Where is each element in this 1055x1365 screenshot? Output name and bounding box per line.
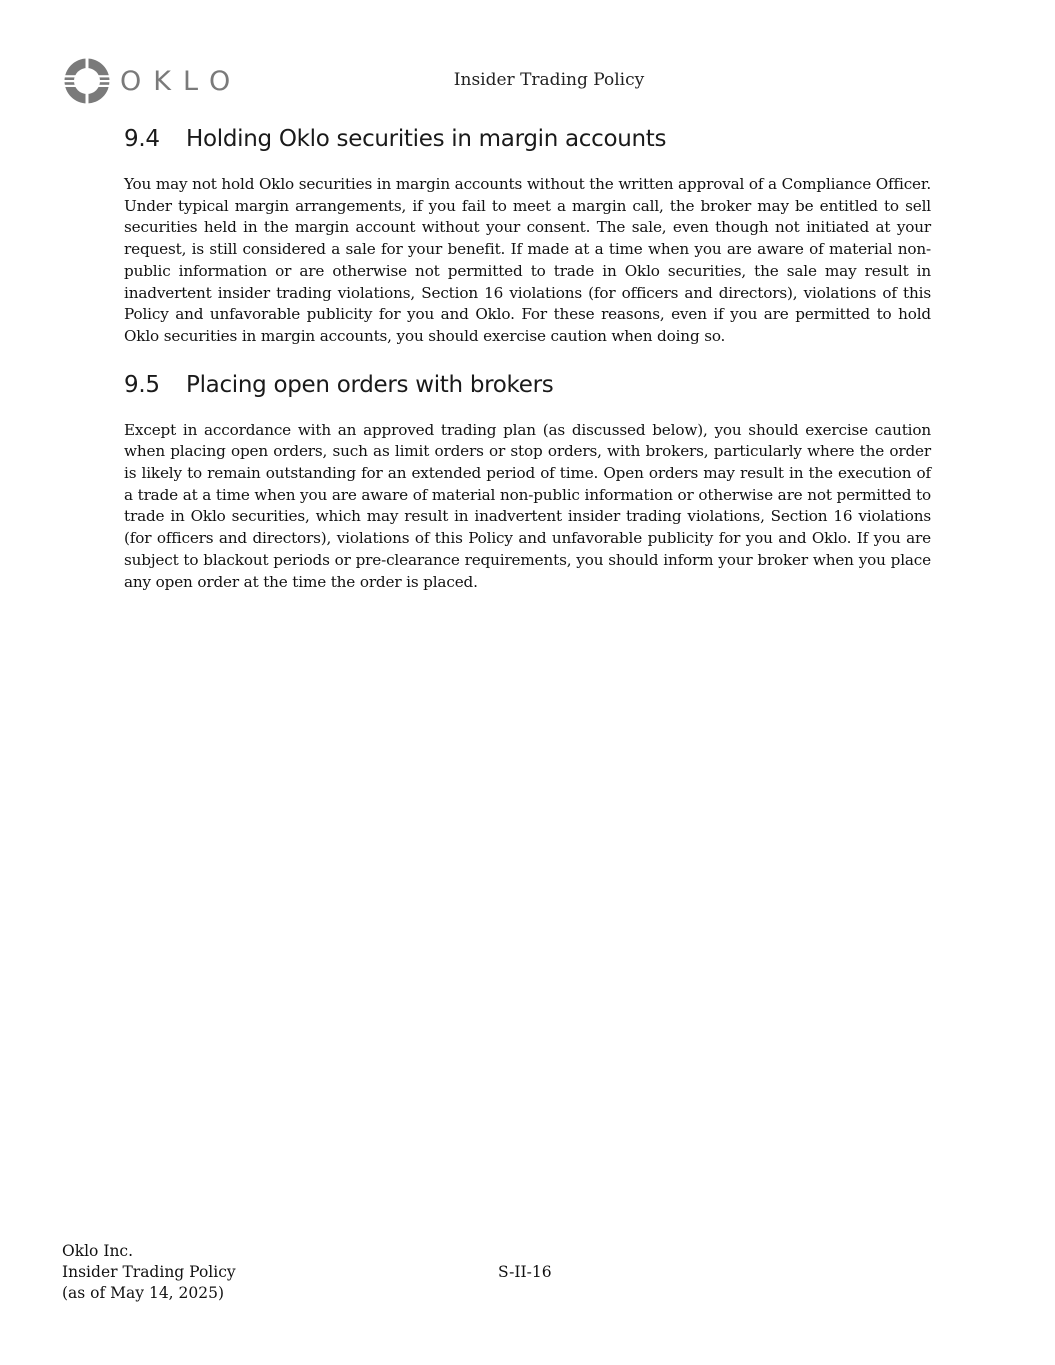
- page-number: S-II-16: [498, 1263, 552, 1281]
- section-paragraph-9-5: Except in accordance with an approved trading plan (as discussed below), you should exercise caution when placing open orders, such as limit orders or stop orders, with brokers, particularly where the order is likely to remain outstanding for an extended period of time. Open orders may result in the execution of a trade at a time when you are aware of material non-public information or otherwise are not permitted to trade in Oklo securities, which may result in inadvertent insider trading violations, Section 16 violations (for officers and directors), violations of this Policy and unfavorable publicity for you and Oklo. If you are subject to blackout periods or pre-clearance requirements, you should inform your broker when you place any open order at the time the order is placed.: [124, 420, 931, 591]
- section-paragraph-9-4: You may not hold Oklo securities in margin accounts without the written approval of a Compliance Officer. Under typical margin arrangements, if you fail to meet a margin call, the broker may be entitled to sell securities held in the margin account without your consent. The sale, even though not initiated at your request, is still considered a sale for your benefit. If made at a time when you are aware of material non-public information or are otherwise not permitted to trade in Oklo securities, the sale may result in inadvertent insider trading violations, Section 16 violations (for officers and directors), violations of this Policy and unfavorable publicity for you and Oklo. For these reasons, even if you are permitted to hold Oklo securities in margin accounts, you should exercise caution when doing so.: [124, 175, 932, 345]
- section-number: 9.5: [124, 371, 160, 398]
- oklo-logo-text: OKLO: [120, 65, 243, 97]
- footer-info: [62, 1241, 236, 1304]
- section-number: 9.4: [124, 126, 160, 152]
- section-title: Placing open orders with brokers: [186, 371, 554, 398]
- document-body: [124, 124, 931, 593]
- footer-date: (as of May 14, 2025): [62, 1284, 225, 1302]
- running-header-title: Insider Trading Policy: [453, 70, 645, 90]
- section-heading-9-4: [124, 126, 931, 152]
- footer-company: Oklo Inc.: [62, 1242, 134, 1260]
- section-heading-9-5: [124, 372, 931, 398]
- section-title: Holding Oklo securities in margin accounts: [186, 126, 667, 152]
- footer-document-title: Insider Trading Policy: [62, 1263, 236, 1281]
